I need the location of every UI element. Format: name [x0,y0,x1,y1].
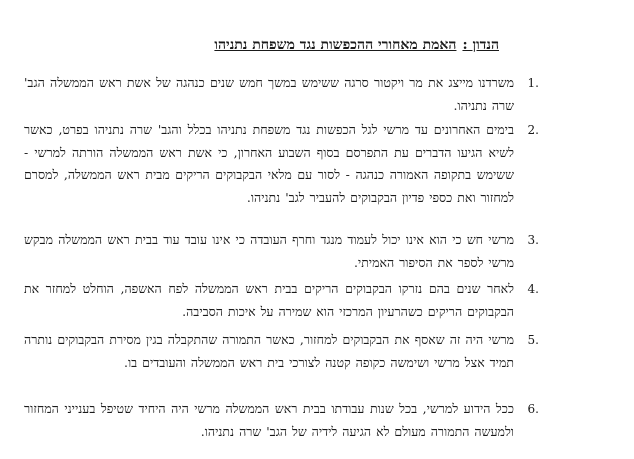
paragraph-text: ככל הידוע למרשי, בכל שנות עבודתו בבית ראש הממשלה מרשי היה היחיד שטיפל בענייני המחזור ולמעשה התמורה מעולם לא הגיעה לידיה של הגב' שרה נתניהו. [24,401,514,439]
subject-text: האמת מאחורי ההכפשות נגד משפחת נתניהו [214,37,457,53]
paragraph-text: מרשי היה זה שאסף את הבקבוקים למחזור, כאשר התמורה שהתקבלה בגין מסירת הבקבוקים נותרה תמיד אצל מרשי ושימשה כקופה קטנה לצורכי בית ראש הממשלה והעובדים בו. [24,332,514,370]
paragraph-text: משרדנו מייצג את מר ויקטור סרגה ששימש במשך חמש שנים כנהגה של אשת ראש הממשלה הגב' שרה נתניהו. [24,75,514,113]
paragraph-number: 3. [527,233,539,247]
paragraph-number: 1. [527,76,539,90]
paragraph-text: לאחר שנים בהם נזרקו הבקבוקים הריקים בבית ראש הממשלה לפח האשפה, הוחלט למחזר את הבקבוקים הריקים כשהרעיון המרכזי הוא שמירה על איכות הסביבה. [24,281,514,319]
paragraph-text: בימים האחרונים עד מרשי לגל הכפשות נגד משפחת נתניהו בכלל והגב' שרה נתניהו בפרט, כאשר לשיא הגיעו הדברים עת התפרסם בסוף השבוע האחרון, כי אשת ראש הממשלה הורתה למרשי - ששימש בתקופה האמורה כנהגה - לסור עם מלאי הבקבוקים הריקים מבית ראש הממשלה, למסרם למחזור ואת כספי פדיון הבקבוקים להעביר לגב' נתניהו. [24,122,514,205]
paragraph-number: 6. [527,402,539,416]
paragraph-number: 5. [527,333,539,347]
paragraph-number: 4. [527,282,539,296]
paragraph-number: 2. [527,123,539,137]
subject-line [214,36,499,54]
subject-label: הנדון : [462,37,499,53]
paragraph-text: מרשי חש כי הוא אינו יכול לעמוד מנגד וחרף העובדה כי אינו עובד עוד בבית ראש הממשלה מבקש מרשי לספר את הסיפור האמיתי. [24,232,514,270]
